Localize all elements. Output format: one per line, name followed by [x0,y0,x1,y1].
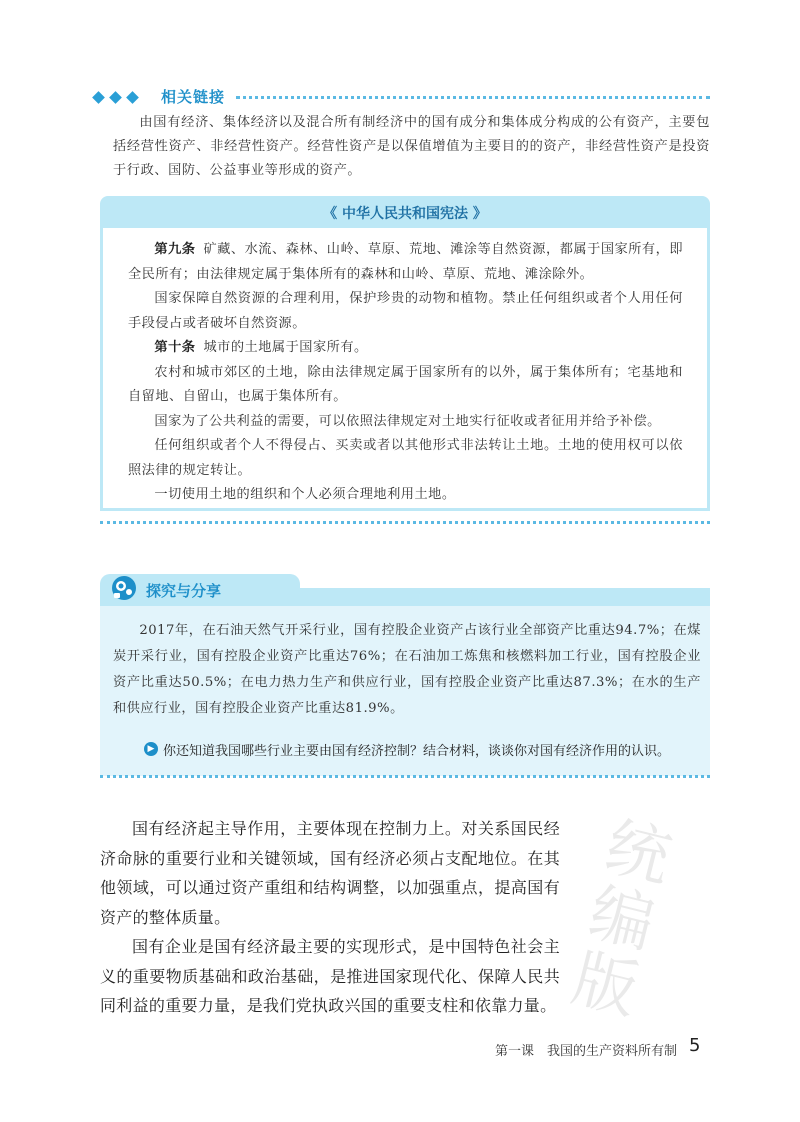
main-paragraph: 国有经济起主导作用，主要体现在控制力上。对关系国民经济命脉的重要行业和关键领域，国有经济必须占支配地位。在其他领域，可以通过资产重组和结构调整，以加强重点，提高国有资产的整体质量。 [100,819,560,927]
article-label: 第十条 [154,340,196,355]
related-link-title: 相关链接 [161,88,226,106]
constitution-body [128,238,683,508]
constitution-paragraph: 第十条 城市的土地属于国家所有。 [154,340,368,355]
constitution-paragraph: 农村和城市郊区的土地，除由法律规定属于国家所有的以外，属于集体所有；宅基地和自留地、自留山，也属于集体所有。 [128,364,683,404]
diamond-icon [109,91,122,104]
page-number: 5 [689,1035,701,1056]
dotted-divider [236,96,710,99]
section-marker-diamonds [92,88,139,106]
explore-body: 2017年，在石油天然气开采行业，国有控股企业资产占该行业全部资产比重达94.7%；在煤炭开采行业，国有控股企业资产比重达76%；在石油加工炼焦和核燃料加工行业，国有控股企业资产比重达50.5%；在电力热力生产和供应行业，国有控股企业资产比重达87.3%；在水的生产和供应行业，国有控股企业资产比重达81.9%。 [113,623,701,716]
constitution-paragraph: 国家保障自然资源的合理利用，保护珍贵的动物和植物。禁止任何组织或者个人用任何手段侵占或者破坏自然资源。 [128,291,683,331]
diamond-icon [92,91,105,104]
arrow-right-icon: ▶ [144,742,158,756]
explore-title: 探究与分享 [146,582,222,600]
main-paragraph: 国有企业是国有经济最主要的实现形式，是中国特色社会主义的重要物质基础和政治基础，是推进国家现代化、保障人民共同利益的重要力量，是我们党执政兴国的重要支柱和依靠力量。 [100,937,560,1015]
constitution-paragraph: 一切使用土地的组织和个人必须合理地利用土地。 [154,487,456,502]
explore-question: 你还知道我国哪些行业主要由国有经济控制？结合材料，谈谈你对国有经济作用的认识。 [163,744,671,759]
dotted-divider [100,775,710,778]
watermark: 统编版 [555,808,677,1025]
related-link-body: 由国有经济、集体经济以及混合所有制经济中的国有成分和集体成分构成的公有资产，主要包括经营性资产、非经营性资产。经营性资产是以保值增值为主要目的的资产，非经营性资产是投资于行政、国防、公益事业等形成的资产。 [113,115,710,178]
constitution-paragraph: 任何组织或者个人不得侵占、买卖或者以其他形式非法转让土地。土地的使用权可以依照法律的规定转让。 [128,438,683,478]
article-label: 第九条 [154,242,196,257]
explore-icon [110,574,138,602]
dotted-divider [100,521,710,524]
constitution-title: 《 中华人民共和国宪法 》 [323,206,487,222]
constitution-paragraph: 国家为了公共利益的需要，可以依照法律规定对土地实行征收或者征用并给予补偿。 [154,413,661,429]
constitution-paragraph: 第九条 矿藏、水流、森林、山岭、草原、荒地、滩涂等自然资源，都属于国家所有，即全民所有；由法律规定属于集体所有的森林和山岭、草原、荒地、滩涂除外。 [128,242,684,282]
footer-lesson-title: 第一课 我国的生产资料所有制 [495,1044,678,1059]
main-text [100,814,560,1021]
diamond-icon [126,91,139,104]
